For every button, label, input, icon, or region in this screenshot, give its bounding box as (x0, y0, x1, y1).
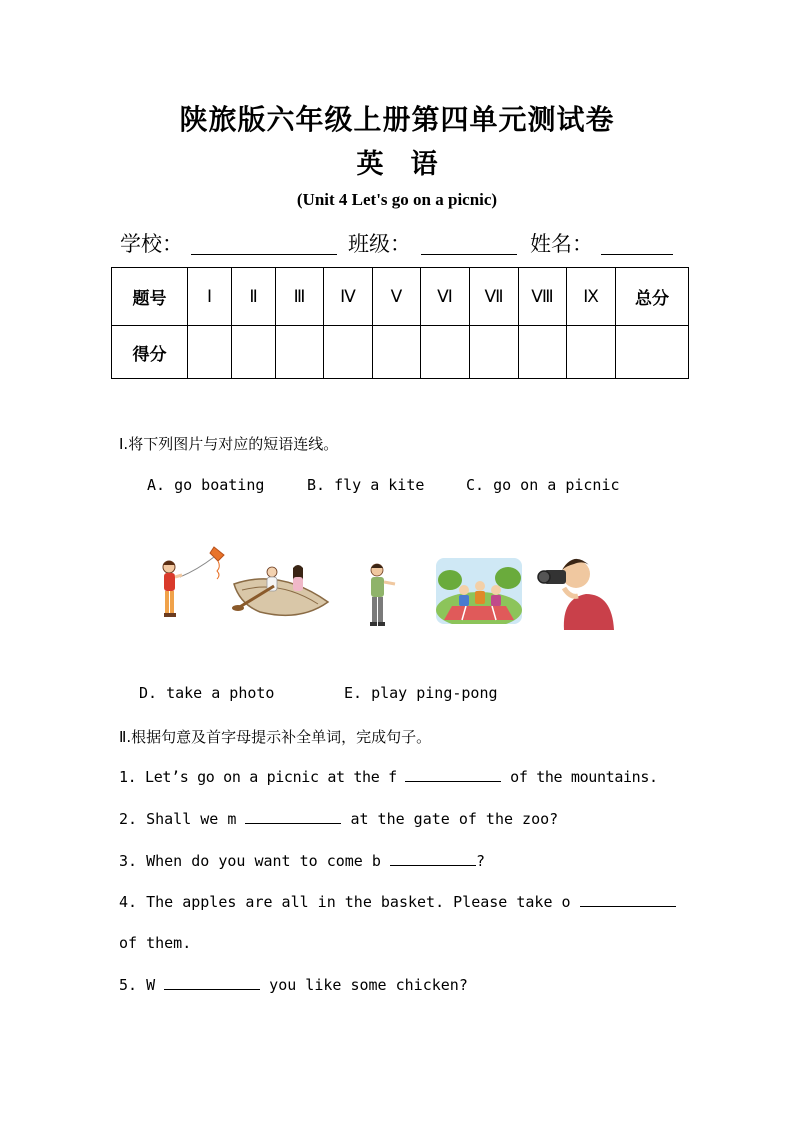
section2-heading: Ⅱ.根据句意及首字母提示补全单词，完成句子。 (119, 728, 432, 746)
section1-heading: I.将下列图片与对应的短语连线。 (119, 435, 339, 453)
answer-blank[interactable] (164, 975, 260, 990)
question-text: you like some chicken? (260, 976, 468, 994)
table-header-cell: Ⅶ (470, 268, 519, 326)
question-text: at the gate of the zoo? (341, 810, 559, 828)
question-text: ? (475, 852, 485, 870)
name-label: 姓名： (530, 232, 593, 256)
score-cell[interactable] (616, 326, 689, 379)
option-b: B. fly a kite (307, 476, 425, 494)
score-cell[interactable] (324, 326, 373, 379)
question-text: 4. The apples are all in the basket. Please take o (119, 893, 580, 911)
answer-blank[interactable] (405, 767, 501, 782)
question-1 (119, 767, 658, 786)
kite-girl-icon (152, 545, 230, 627)
page-title: 陕旅版六年级上册第四单元测试卷 (179, 103, 615, 136)
score-cell[interactable] (188, 326, 232, 379)
option-d: D. take a photo (139, 684, 275, 702)
table-header-cell: Ⅴ (373, 268, 421, 326)
table-header-cell: Ⅷ (519, 268, 567, 326)
student-info-row (0, 228, 794, 258)
question-4-continued: of them. (119, 934, 192, 952)
table-header-cell: Ⅳ (324, 268, 373, 326)
table-row (112, 326, 689, 379)
table-header-cell: Ⅲ (276, 268, 324, 326)
answer-blank[interactable] (580, 892, 676, 907)
school-field[interactable] (191, 254, 337, 255)
score-cell[interactable] (421, 326, 470, 379)
subject-title: 英 语 (356, 149, 438, 180)
question-text: 3. When do you want to come b (119, 852, 390, 870)
answer-blank[interactable] (245, 809, 341, 824)
table-row (112, 268, 689, 326)
question-5 (119, 975, 468, 994)
class-label: 班级： (348, 232, 411, 256)
table-header-cell: Ⅰ (188, 268, 232, 326)
answer-blank[interactable] (390, 851, 476, 866)
table-header-cell: Ⅸ (567, 268, 616, 326)
man-standing-icon (360, 560, 402, 628)
question-3 (119, 851, 485, 870)
score-cell[interactable] (567, 326, 616, 379)
question-text: 2. Shall we m (119, 810, 246, 828)
score-cell[interactable] (232, 326, 276, 379)
option-c: C. go on a picnic (466, 476, 620, 494)
photographer-icon (534, 550, 616, 630)
school-label: 学校： (120, 232, 183, 256)
question-text: of the mountains. (501, 768, 658, 786)
table-header-cell: Ⅵ (421, 268, 470, 326)
question-text: 1. Let’s go on a picnic at the f (119, 768, 406, 786)
score-table (111, 267, 689, 379)
option-e: E. play ping-pong (344, 684, 498, 702)
name-field[interactable] (601, 254, 673, 255)
table-row-label: 得分 (112, 326, 188, 379)
class-field[interactable] (421, 254, 517, 255)
unit-subtitle: (Unit 4 Let's go on a picnic) (296, 190, 498, 209)
question-4 (119, 892, 676, 911)
question-text: 5. W (119, 976, 165, 994)
table-header-cell: Ⅱ (232, 268, 276, 326)
score-cell[interactable] (519, 326, 567, 379)
picnic-family-icon (436, 558, 522, 624)
question-2 (119, 809, 558, 828)
score-cell[interactable] (373, 326, 421, 379)
table-header-cell: 总分 (616, 268, 689, 326)
score-cell[interactable] (276, 326, 324, 379)
option-a: A. go boating (147, 476, 265, 494)
rowing-boat-icon (230, 558, 332, 626)
score-cell[interactable] (470, 326, 519, 379)
table-header-cell: 题号 (112, 268, 188, 326)
